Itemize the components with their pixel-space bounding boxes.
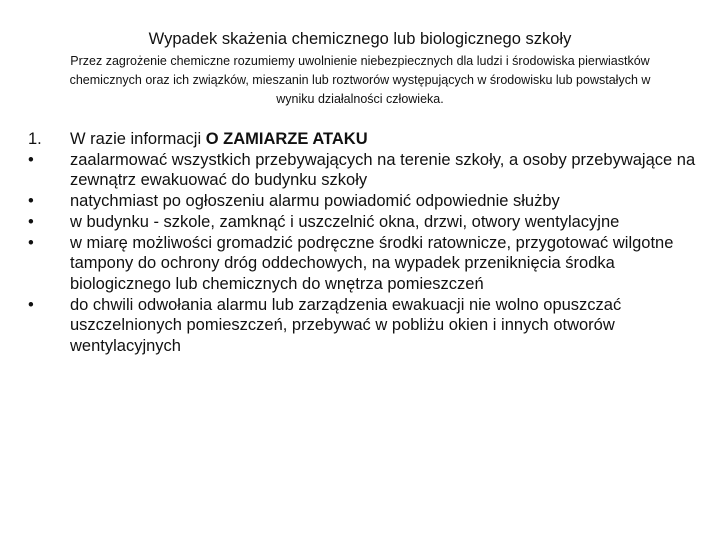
list-item xyxy=(28,212,708,233)
slide-title: Wypadek skażenia chemicznego lub biologicznego szkoły xyxy=(148,30,572,48)
instruction-list xyxy=(28,129,708,357)
list-item-text: do chwili odwołania alarmu lub zarządzenia ewakuacji nie wolno opuszczać uszczelnionych pomieszczeń, przebywać w pobliżu okien i innych otworów wentylacyjnych xyxy=(70,295,622,356)
bullet-marker: • xyxy=(28,192,34,211)
list-item-text: w miarę możliwości gromadzić podręczne środki ratownicze, przygotować wilgotne tampony do ochrony dróg oddechowych, na wypadek przeniknięcia środka biologicznego lub chemicznych do wnętrza pomieszczeń xyxy=(70,233,674,293)
list-item xyxy=(28,191,708,212)
list-item xyxy=(28,150,708,191)
definition-paragraph: Przez zagrożenie chemiczne rozumiemy uwolnienie niebezpiecznych dla ludzi i środowiska pierwiastków chemicznych oraz ich związków, mieszanin lub roztworów występujących w środowisku lub powstałych w wyniku działalności człowieka. xyxy=(69,54,651,106)
list-item xyxy=(28,233,708,295)
list-item-text: w budynku - szkole, zamknąć i uszczelnić okna, drzwi, otwory wentylacyjne xyxy=(70,212,620,231)
bullet-marker: • xyxy=(28,150,34,169)
numbered-item-label: W razie informacji xyxy=(70,130,206,148)
list-number: 1. xyxy=(28,130,42,148)
bullet-marker: • xyxy=(28,212,34,231)
list-item xyxy=(28,295,708,357)
numbered-item xyxy=(28,129,708,150)
numbered-item-emphasis: O ZAMIARZE ATAKU xyxy=(205,130,368,148)
list-item-text: natychmiast po ogłoszeniu alarmu powiadomić odpowiednie służby xyxy=(70,192,560,211)
bullet-marker: • xyxy=(28,233,34,252)
list-item-text: zaalarmować wszystkich przebywających na terenie szkoły, a osoby przebywające na zewnątrz ewakuować do budynku szkoły xyxy=(70,150,696,190)
numbered-item-text xyxy=(70,129,708,150)
bullet-marker: • xyxy=(28,295,34,314)
